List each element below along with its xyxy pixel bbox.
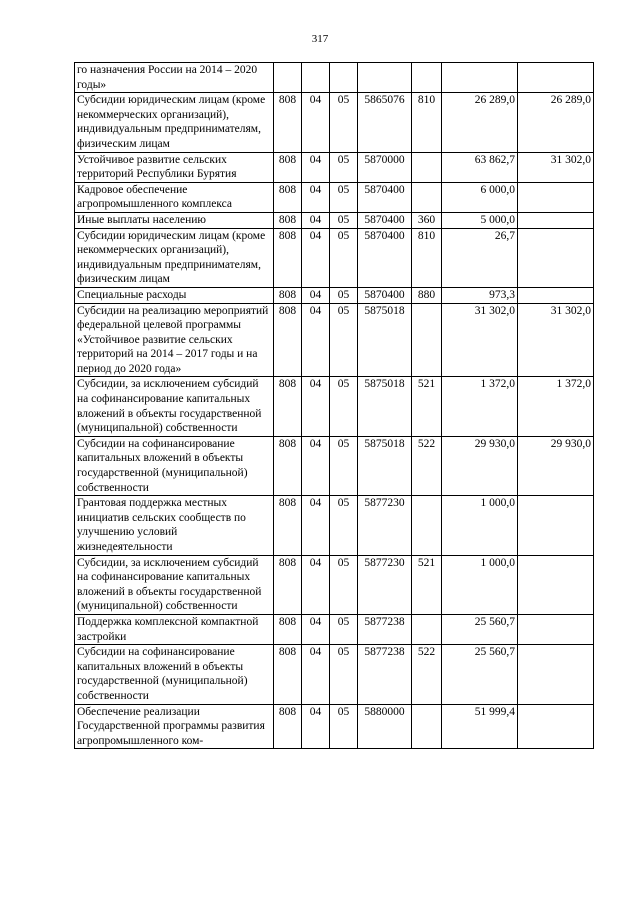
section-code-cell: 04	[302, 93, 330, 152]
item-name-cell: Субсидии, за исключением субсидий на софинансирование капитальных вложений в объекты государственной (муниципальной) собственности	[75, 377, 274, 436]
item-name-cell: Субсидии, за исключением субсидий на софинансирование капитальных вложений в объекты государственной (муниципальной) собственности	[75, 555, 274, 614]
target-article-code-cell	[358, 63, 412, 93]
federal-amount-cell	[518, 63, 594, 93]
table-row	[75, 152, 594, 182]
table-row	[75, 63, 594, 93]
total-amount-cell: 973,3	[442, 287, 518, 303]
subsection-code-cell: 05	[330, 182, 358, 212]
expense-type-code-cell: 522	[412, 436, 442, 495]
federal-amount-cell: 31 302,0	[518, 303, 594, 377]
table-row	[75, 303, 594, 377]
subsection-code-cell: 05	[330, 287, 358, 303]
expense-type-code-cell	[412, 704, 442, 749]
federal-amount-cell: 1 372,0	[518, 377, 594, 436]
item-name-cell: Субсидии на софинансирование капитальных вложений в объекты государственной (муниципальной) собственности	[75, 645, 274, 704]
subsection-code-cell: 05	[330, 704, 358, 749]
item-name-cell: Обеспечение реализации Государственной программы развития агропромышленного ком-	[75, 704, 274, 749]
ministry-code-cell: 808	[274, 645, 302, 704]
subsection-code-cell: 05	[330, 645, 358, 704]
expense-type-code-cell: 522	[412, 645, 442, 704]
federal-amount-cell	[518, 645, 594, 704]
table-row	[75, 496, 594, 555]
subsection-code-cell: 05	[330, 614, 358, 644]
table-row	[75, 228, 594, 287]
table-row	[75, 377, 594, 436]
subsection-code-cell: 05	[330, 377, 358, 436]
ministry-code-cell: 808	[274, 704, 302, 749]
total-amount-cell: 26,7	[442, 228, 518, 287]
total-amount-cell: 25 560,7	[442, 645, 518, 704]
section-code-cell: 04	[302, 436, 330, 495]
item-name-cell: Субсидии юридическим лицам (кроме некоммерческих организаций), индивидуальным предпринимателям, физическим лицам	[75, 93, 274, 152]
federal-amount-cell: 26 289,0	[518, 93, 594, 152]
target-article-code-cell: 5877230	[358, 496, 412, 555]
item-name-cell: Поддержка комплексной компактной застройки	[75, 614, 274, 644]
section-code-cell: 04	[302, 614, 330, 644]
total-amount-cell: 63 862,7	[442, 152, 518, 182]
ministry-code-cell	[274, 63, 302, 93]
target-article-code-cell: 5880000	[358, 704, 412, 749]
federal-amount-cell	[518, 704, 594, 749]
item-name-cell: Субсидии на софинансирование капитальных вложений в объекты государственной (муниципальной) собственности	[75, 436, 274, 495]
section-code-cell: 04	[302, 496, 330, 555]
section-code-cell: 04	[302, 645, 330, 704]
expense-type-code-cell: 810	[412, 93, 442, 152]
budget-table	[74, 62, 594, 749]
total-amount-cell: 1 000,0	[442, 496, 518, 555]
total-amount-cell: 26 289,0	[442, 93, 518, 152]
ministry-code-cell: 808	[274, 303, 302, 377]
section-code-cell: 04	[302, 704, 330, 749]
section-code-cell: 04	[302, 303, 330, 377]
subsection-code-cell: 05	[330, 152, 358, 182]
budget-table-body	[75, 63, 594, 749]
table-row	[75, 614, 594, 644]
federal-amount-cell: 31 302,0	[518, 152, 594, 182]
federal-amount-cell: 29 930,0	[518, 436, 594, 495]
federal-amount-cell	[518, 614, 594, 644]
subsection-code-cell: 05	[330, 93, 358, 152]
target-article-code-cell: 5865076	[358, 93, 412, 152]
target-article-code-cell: 5870000	[358, 152, 412, 182]
target-article-code-cell: 5877238	[358, 614, 412, 644]
item-name-cell: Кадровое обеспечение агропромышленного комплекса	[75, 182, 274, 212]
section-code-cell: 04	[302, 287, 330, 303]
section-code-cell: 04	[302, 152, 330, 182]
item-name-cell: Субсидии юридическим лицам (кроме некоммерческих организаций), индивидуальным предпринимателям, физическим лицам	[75, 228, 274, 287]
expense-type-code-cell: 521	[412, 555, 442, 614]
subsection-code-cell: 05	[330, 303, 358, 377]
subsection-code-cell: 05	[330, 496, 358, 555]
total-amount-cell	[442, 63, 518, 93]
ministry-code-cell: 808	[274, 377, 302, 436]
section-code-cell: 04	[302, 377, 330, 436]
ministry-code-cell: 808	[274, 436, 302, 495]
ministry-code-cell: 808	[274, 614, 302, 644]
table-row	[75, 287, 594, 303]
ministry-code-cell: 808	[274, 555, 302, 614]
table-row	[75, 645, 594, 704]
subsection-code-cell	[330, 63, 358, 93]
item-name-cell: Устойчивое развитие сельских территорий Республики Бурятия	[75, 152, 274, 182]
federal-amount-cell	[518, 228, 594, 287]
subsection-code-cell: 05	[330, 436, 358, 495]
target-article-code-cell: 5875018	[358, 377, 412, 436]
expense-type-code-cell: 880	[412, 287, 442, 303]
expense-type-code-cell	[412, 303, 442, 377]
total-amount-cell: 51 999,4	[442, 704, 518, 749]
item-name-cell: го назначения России на 2014 – 2020 годы»	[75, 63, 274, 93]
ministry-code-cell: 808	[274, 182, 302, 212]
target-article-code-cell: 5870400	[358, 212, 412, 228]
table-row	[75, 704, 594, 749]
subsection-code-cell: 05	[330, 555, 358, 614]
total-amount-cell: 5 000,0	[442, 212, 518, 228]
table-row	[75, 555, 594, 614]
target-article-code-cell: 5875018	[358, 303, 412, 377]
total-amount-cell: 29 930,0	[442, 436, 518, 495]
table-row	[75, 93, 594, 152]
total-amount-cell: 25 560,7	[442, 614, 518, 644]
expense-type-code-cell	[412, 182, 442, 212]
target-article-code-cell: 5877238	[358, 645, 412, 704]
federal-amount-cell	[518, 287, 594, 303]
item-name-cell: Грантовая поддержка местных инициатив сельских сообществ по улучшению условий жизнедеятельности	[75, 496, 274, 555]
section-code-cell: 04	[302, 555, 330, 614]
ministry-code-cell: 808	[274, 287, 302, 303]
target-article-code-cell: 5875018	[358, 436, 412, 495]
expense-type-code-cell: 810	[412, 228, 442, 287]
section-code-cell	[302, 63, 330, 93]
table-row	[75, 182, 594, 212]
ministry-code-cell: 808	[274, 496, 302, 555]
target-article-code-cell: 5870400	[358, 182, 412, 212]
subsection-code-cell: 05	[330, 212, 358, 228]
table-row	[75, 436, 594, 495]
total-amount-cell: 1 372,0	[442, 377, 518, 436]
total-amount-cell: 6 000,0	[442, 182, 518, 212]
target-article-code-cell: 5877230	[358, 555, 412, 614]
item-name-cell: Иные выплаты населению	[75, 212, 274, 228]
total-amount-cell: 1 000,0	[442, 555, 518, 614]
ministry-code-cell: 808	[274, 212, 302, 228]
total-amount-cell: 31 302,0	[442, 303, 518, 377]
expense-type-code-cell	[412, 152, 442, 182]
item-name-cell: Специальные расходы	[75, 287, 274, 303]
ministry-code-cell: 808	[274, 93, 302, 152]
section-code-cell: 04	[302, 228, 330, 287]
expense-type-code-cell	[412, 63, 442, 93]
federal-amount-cell	[518, 182, 594, 212]
page-number: 317	[311, 33, 329, 45]
expense-type-code-cell: 521	[412, 377, 442, 436]
target-article-code-cell: 5870400	[358, 287, 412, 303]
table-row	[75, 212, 594, 228]
section-code-cell: 04	[302, 212, 330, 228]
ministry-code-cell: 808	[274, 152, 302, 182]
expense-type-code-cell	[412, 614, 442, 644]
subsection-code-cell: 05	[330, 228, 358, 287]
target-article-code-cell: 5870400	[358, 228, 412, 287]
expense-type-code-cell	[412, 496, 442, 555]
federal-amount-cell	[518, 496, 594, 555]
section-code-cell: 04	[302, 182, 330, 212]
expense-type-code-cell: 360	[412, 212, 442, 228]
ministry-code-cell: 808	[274, 228, 302, 287]
federal-amount-cell	[518, 555, 594, 614]
item-name-cell: Субсидии на реализацию мероприятий федеральной целевой программы «Устойчивое развитие сельских территорий на 2014 – 2017 годы и на период до 2020 года»	[75, 303, 274, 377]
federal-amount-cell	[518, 212, 594, 228]
